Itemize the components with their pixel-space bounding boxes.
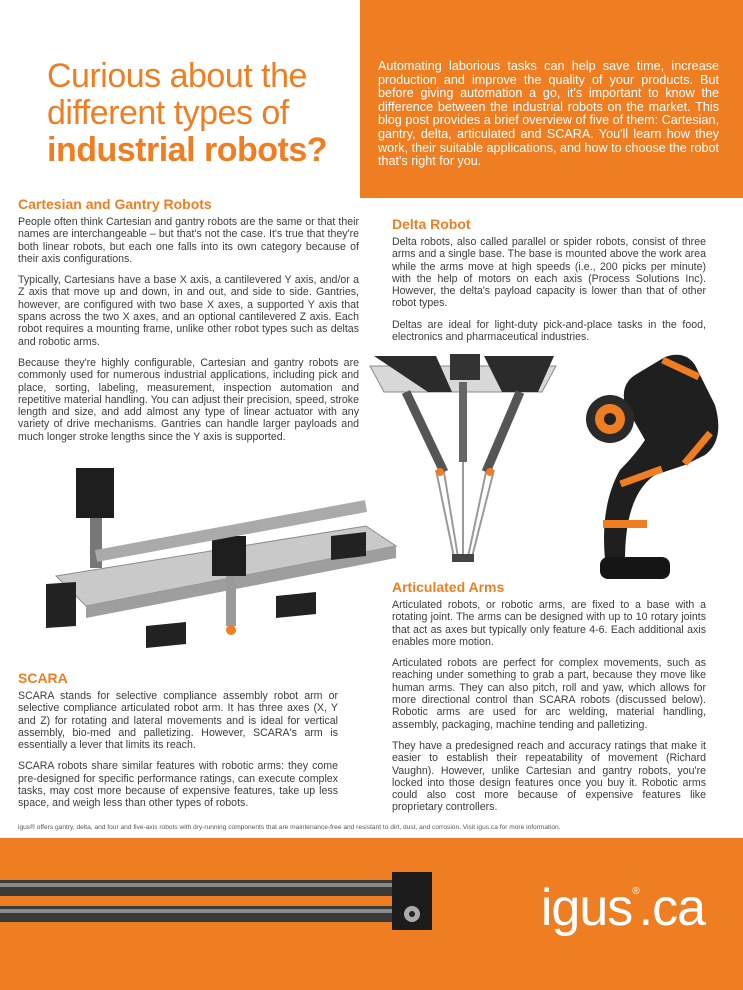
linear-rail-image xyxy=(0,866,440,946)
scara-section xyxy=(18,670,338,819)
articulated-section xyxy=(392,579,706,823)
logo-text: igus xyxy=(540,879,633,937)
title-line-2: different types of xyxy=(47,94,289,132)
gantry-robot-image xyxy=(36,466,416,656)
title-line-1: Curious about the xyxy=(47,57,307,95)
title-line-3: industrial robots? xyxy=(47,131,327,169)
articulated-paragraph-2: Articulated robots are perfect for complex movements, such as reaching under something to grab a part, because they move like human arms. They can also pitch, roll and yaw, which allows for more directional control than SCARA robots (discussed below). Robotic arms are used for arc welding, material handling, assembly, packaging, machine tending and palletizing. xyxy=(392,657,706,731)
cartesian-section xyxy=(18,196,359,452)
footer-band xyxy=(0,838,743,990)
scara-paragraph-1: SCARA stands for selective compliance assembly robot arm or selective compliance articulated robot arm. It has three axes (X, Y and Z) for rotating and lateral movements and is ideal for vertical assembly, bio-med and palletizing. However, SCARA's arm is essentially a lever that limits its reach. xyxy=(18,690,338,752)
cartesian-paragraph-2: Typically, Cartesians have a base X axis, a cantilevered Y axis, and/or a Z axis that move up and down, in and out, and side to side. Gantries, however, are configured with two base X axes, a supported Y axis that spans across the two X axes, and an optional cantilevered Z axis. Each robot requires a mounting frame, unlike other robot types such as deltas and robotic arms. xyxy=(18,274,359,348)
igus-logo xyxy=(541,878,705,938)
cartesian-paragraph-3: Because they're highly configurable, Cartesian and gantry robots are commonly used for numerous industrial applications, including pick and place, sorting, labeling, measurement, inspection automation and repetitive material handling. You can adjust their precision, speed, stroke length and size, and add almost any type of linear actuator with any variety of drive mechanisms. Gantries can handle larger payloads and much longer stroke lengths since the Y axis is supported. xyxy=(18,356,359,443)
delta-section xyxy=(392,216,706,352)
intro-box xyxy=(360,0,743,198)
delta-heading: Delta Robot xyxy=(392,216,471,232)
articulated-arm-image xyxy=(565,345,735,585)
logo-suffix: .ca xyxy=(638,879,705,937)
articulated-paragraph-3: They have a predesigned reach and accuracy ratings that make it easier to establish their repeatability of movement (Richard Vaughn). However, unlike Cartesian and gantry robots, you're locked into those design features once you buy it. Robotic arms could also cost more because of expensive features like proprietary controllers. xyxy=(392,739,706,814)
logo-registered: ® xyxy=(632,886,639,897)
footnote: igus® offers gantry, delta, and four and five-axis robots with dry-running components that are maintenance-free and resistant to dirt, dust, and corrosion. Visit igus.ca for more information. xyxy=(18,824,561,831)
intro-text: Automating laborious tasks can help save time, increase production and improve the quality of your products. But before giving automation a go, it's important to know the difference between the industrial robots on the market. This blog post provides a brief overview of five of them: Cartesian, gantry, delta, articulated and SCARA. You'll learn how they work, their suitable applications, and how to choose the robot that's right for you. xyxy=(378,59,719,169)
cartesian-paragraph-1: People often think Cartesian and gantry robots are the same or that their names are interchangeable – but that's not the case. It's true that they're both linear robots, but each one falls into its own category because of their axis configurations. xyxy=(18,216,359,265)
page-title xyxy=(47,58,367,169)
articulated-paragraph-1: Articulated robots, or robotic arms, are fixed to a base with a rotating joint. The arms can be designed with up to 10 rotary joints that act as axes but typically only feature 4-6. Each additional axis enables more motion. xyxy=(392,599,706,648)
title-heading xyxy=(47,58,367,169)
delta-paragraph-1: Delta robots, also called parallel or spider robots, consist of three arms and a single base. The base is mounted above the work area while the arms move at high speeds (i.e., 200 picks per minute) with the help of motors on each axis (Process Solutions Inc). However, the delta's payload capacity is lower than that of other robot types. xyxy=(392,236,706,310)
delta-paragraph-2: Deltas are ideal for light-duty pick-and-place tasks in the food, electronics and pharmaceutical industries. xyxy=(392,318,706,344)
cartesian-heading: Cartesian and Gantry Robots xyxy=(18,196,212,212)
scara-paragraph-2: SCARA robots share similar features with robotic arms: they come pre-designed for specific performance ratings, can execute complex tasks, may cost more because of expensive features, take up less space, and weigh less than other types of robots. xyxy=(18,760,338,810)
articulated-heading: Articulated Arms xyxy=(392,579,505,595)
scara-heading: SCARA xyxy=(18,670,68,686)
